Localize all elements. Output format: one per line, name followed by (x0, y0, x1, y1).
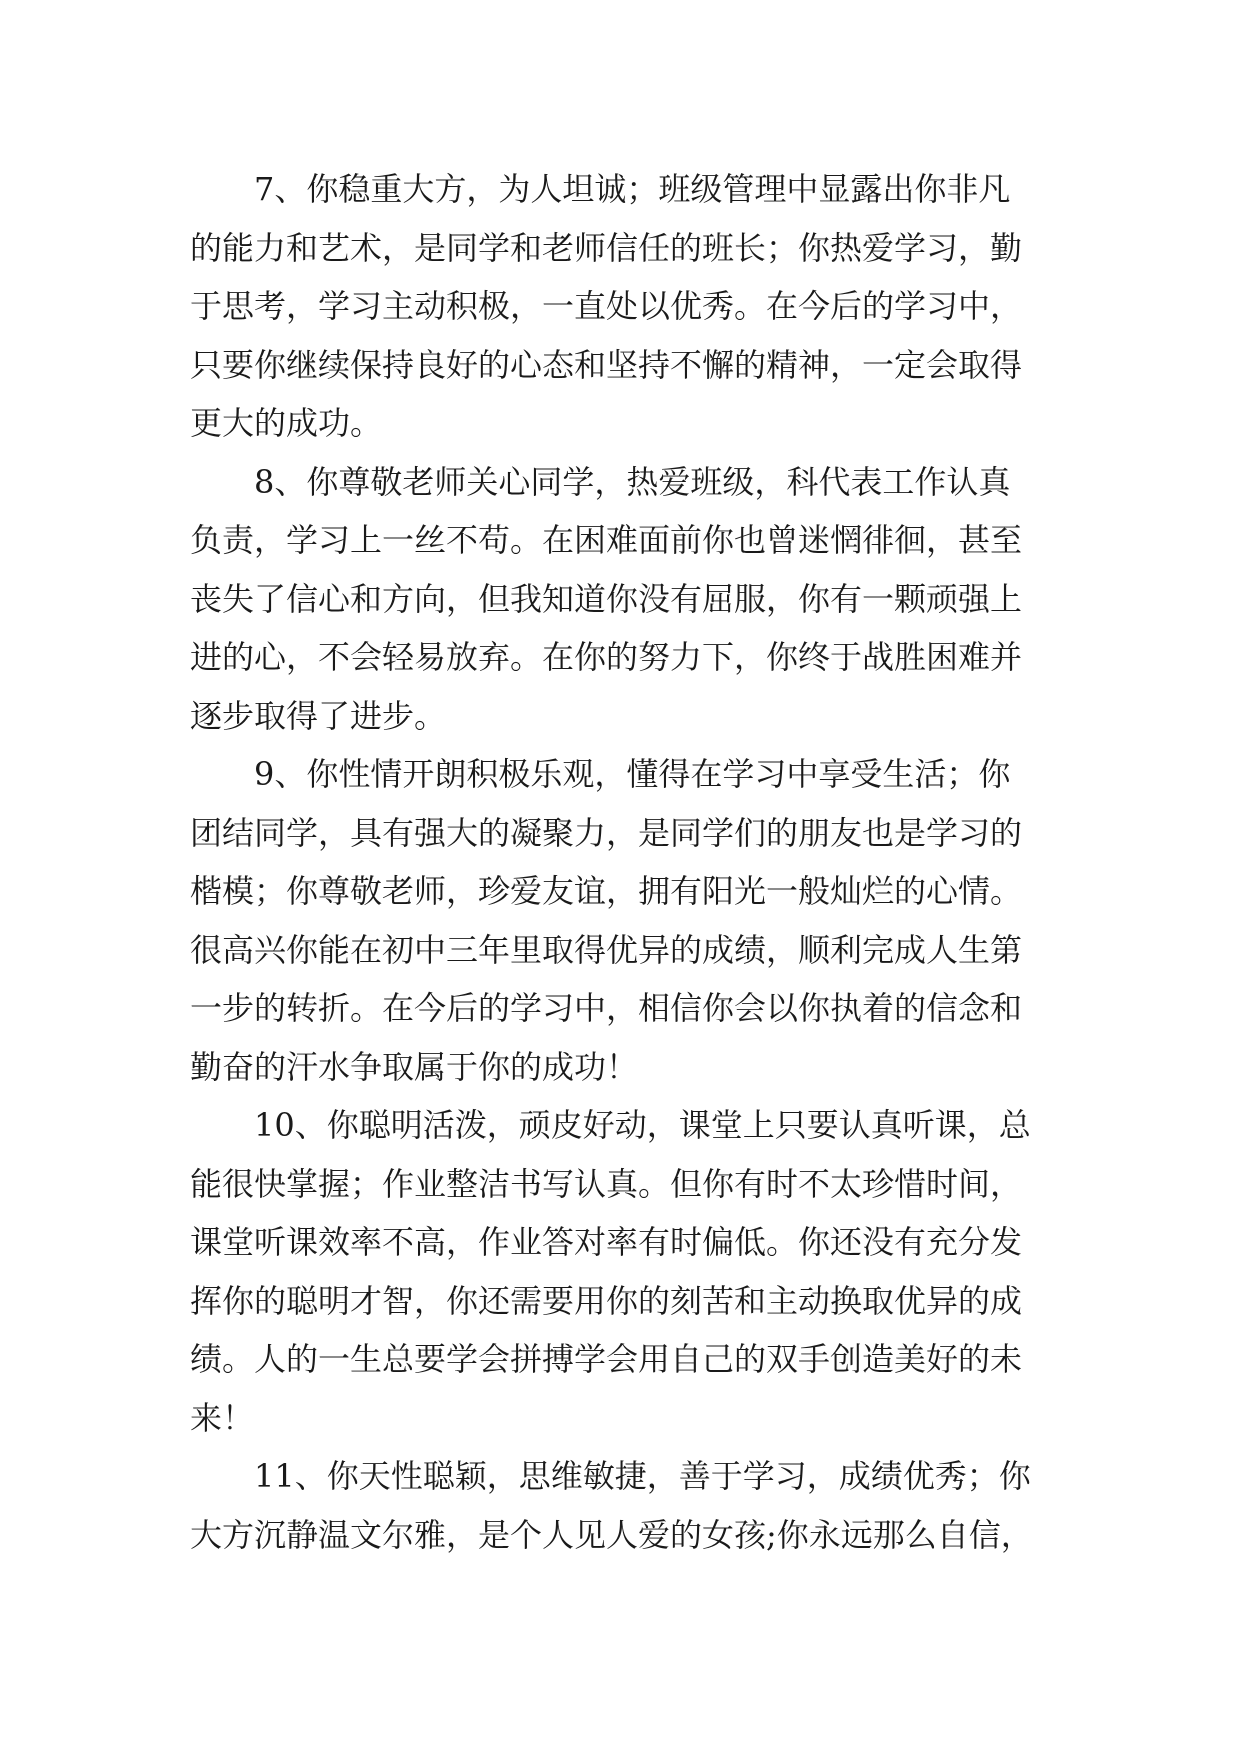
paragraph-11 (190, 1447, 1050, 1564)
text-line: 很高兴你能在初中三年里取得优异的成绩，顺利完成人生第 (190, 930, 1023, 969)
text-line: 于思考，学习主动积极，一直处以优秀。在今后的学习中， (190, 287, 1023, 325)
text-line: 勤奋的汗水争取属于你的成功！ (190, 1047, 639, 1086)
paragraph-9 (190, 745, 1050, 1096)
text-line: 进的心，不会轻易放弃。在你的努力下，你终于战胜困难并 (190, 638, 1023, 676)
document-body (190, 160, 1050, 1564)
text-line: 课堂听课效率不高，作业答对率有时偏低。你还没有充分发 (190, 1223, 1023, 1261)
text-line: 逐步取得了进步。 (190, 696, 447, 735)
text-line: 10、你聪明活泼，顽皮好动，课堂上只要认真听课，总 (254, 1106, 1031, 1144)
text-line: 挥你的聪明才智，你还需要用你的刻苦和主动换取优异的成 (190, 1281, 1023, 1320)
text-line: 只要你继续保持良好的心态和坚持不懈的精神，一定会取得 (190, 345, 1023, 384)
text-line: 的能力和艺术，是同学和老师信任的班长；你热爱学习，勤 (190, 228, 1023, 267)
paragraph-7 (190, 160, 1050, 453)
text-line: 绩。人的一生总要学会拼搏学会用自己的双手创造美好的未 (190, 1340, 1023, 1378)
text-line: 团结同学，具有强大的凝聚力，是同学们的朋友也是学习的 (190, 813, 1023, 852)
text-line: 楷模；你尊敬老师，珍爱友谊，拥有阳光一般灿烂的心情。 (190, 872, 1023, 910)
text-line: 大方沉静温文尔雅，是个人见人爱的女孩;你永远那么自信， (190, 1515, 1033, 1554)
paragraph-8 (190, 453, 1050, 746)
text-line: 能很快掌握；作业整洁书写认真。但你有时不太珍惜时间， (190, 1164, 1023, 1203)
text-line: 来！ (190, 1398, 255, 1437)
text-line: 7、你稳重大方，为人坦诚；班级管理中显露出你非凡 (254, 170, 1011, 208)
paragraph-10 (190, 1096, 1050, 1447)
text-line: 8、你尊敬老师关心同学，热爱班级，科代表工作认真 (254, 462, 1011, 501)
text-line: 丧失了信心和方向，但我知道你没有屈服，你有一颗顽强上 (190, 579, 1023, 618)
text-line: 更大的成功。 (190, 404, 383, 442)
text-line: 负责，学习上一丝不苟。在困难面前你也曾迷惘徘徊，甚至 (190, 521, 1023, 559)
text-line: 11、你天性聪颖，思维敏捷，善于学习，成绩优秀；你 (254, 1457, 1031, 1495)
text-line: 9、你性情开朗积极乐观，懂得在学习中享受生活；你 (254, 755, 1011, 793)
text-line: 一步的转折。在今后的学习中，相信你会以你执着的信念和 (190, 989, 1023, 1027)
